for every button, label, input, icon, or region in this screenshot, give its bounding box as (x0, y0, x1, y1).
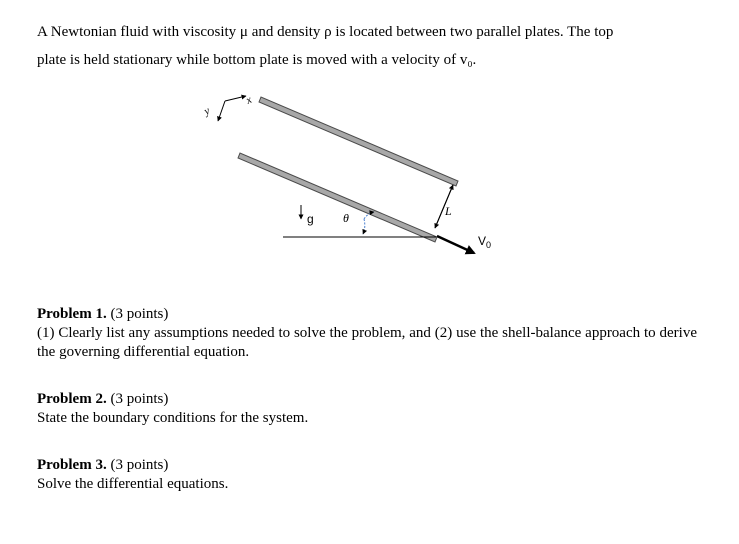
problem-1-points: (3 points) (110, 306, 169, 322)
problem-1 (37, 305, 697, 362)
y-axis-label: y (202, 104, 212, 118)
problem-3 (37, 456, 697, 494)
angle-label: θ (343, 211, 349, 225)
problem-1-text: (1) Clearly list any assumptions needed to solve the problem, and (2) use the shell-balance approach to derive the governing differential equation. (37, 325, 697, 360)
x-axis-label: x (244, 93, 254, 107)
problem-2 (37, 390, 697, 428)
problem-1-heading (37, 305, 697, 324)
velocity-symbol: V (478, 234, 487, 248)
problem-2-text: State the boundary conditions for the system. (37, 410, 309, 426)
statement-line-2: plate is held stationary while bottom plate is moved with a velocity of v₀. (37, 52, 477, 68)
problem-1-title: Problem 1. (37, 306, 107, 322)
velocity-arrow (437, 236, 474, 253)
problem-3-text: Solve the differential equations. (37, 476, 229, 492)
coordinate-axes (201, 94, 254, 121)
problem-2-points: (3 points) (110, 391, 169, 407)
top-plate (259, 97, 458, 186)
angle-arc (363, 219, 365, 234)
problem-3-title: Problem 3. (37, 457, 107, 473)
bottom-plate (238, 153, 437, 242)
problem-3-points: (3 points) (110, 457, 169, 473)
y-axis-arrow (218, 101, 225, 121)
gravity-label: g (307, 212, 314, 226)
problem-3-heading (37, 456, 697, 475)
gap-label: L (445, 204, 452, 218)
problem-2-title: Problem 2. (37, 391, 107, 407)
velocity-label (478, 234, 491, 250)
velocity-subscript: 0 (486, 240, 492, 250)
problem-2-heading (37, 390, 697, 409)
statement-line-1: A Newtonian fluid with viscosity μ and density ρ is located between two parallel plates. The top (37, 24, 614, 40)
x-axis-arrow (225, 96, 246, 101)
